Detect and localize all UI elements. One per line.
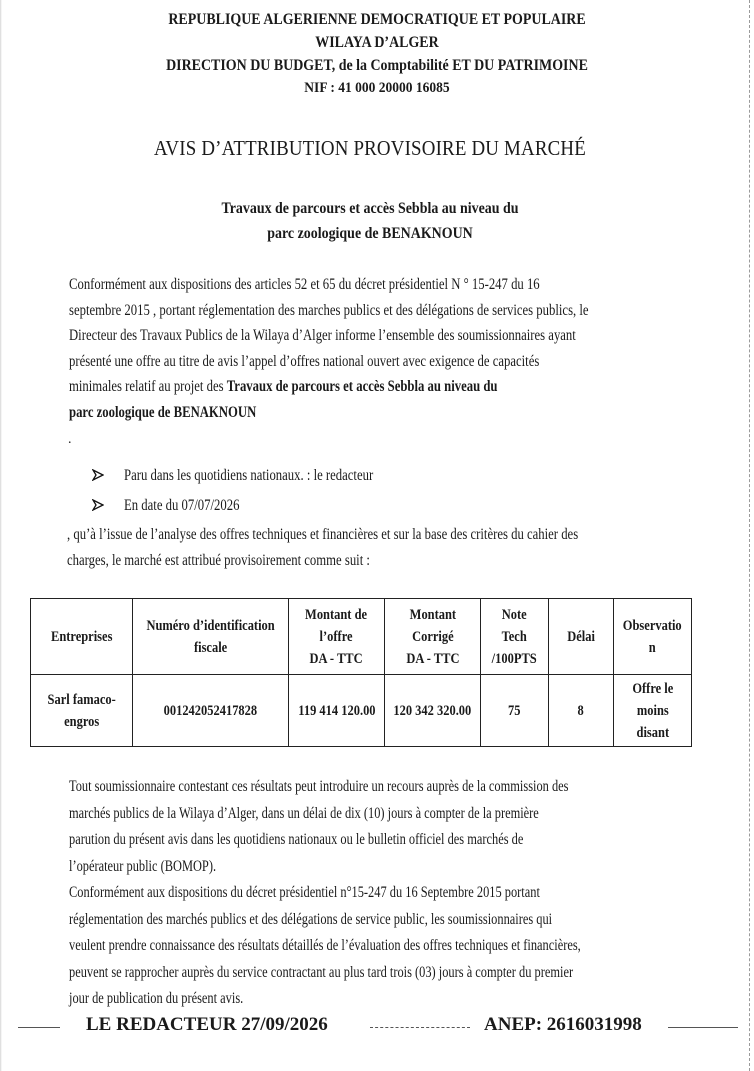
table-row (31, 675, 692, 747)
col-entreprises: Entreprises (31, 599, 133, 675)
footer-divider (18, 1027, 60, 1028)
intro-project-bold: parc zoologique de BENAKNOUN (69, 403, 257, 421)
col-montant-corrige: Montant Corrigé DA - TTC (385, 599, 481, 675)
footer-redacteur: LE REDACTEUR 27/09/2026 (86, 1014, 328, 1035)
col-montant-offre: Montant de l’offre DA - TTC (289, 599, 385, 675)
stray-dot: . (68, 432, 72, 447)
cell-delai: 8 (549, 675, 614, 747)
list-item-label: En date du 07/07/2026 (124, 497, 240, 514)
document-footer (0, 1010, 754, 1044)
closing-paragraph (69, 774, 669, 1013)
subject-line-2: parc zoologique de BENAKNOUN (267, 225, 473, 242)
closing-line: l’opérateur public (BOMOP). (69, 857, 217, 875)
subject-line-1: Travaux de parcours et accès Sebbla au niveau du (221, 200, 519, 217)
intro-line (69, 400, 577, 426)
intro-line (69, 374, 577, 400)
closing-line: parution du présent avis dans les quotidiens nationaux ou le bulletin officiel des marchés de (69, 831, 524, 848)
intro-project-bold: Travaux de parcours et accès Sebbla au niveau du (226, 378, 498, 395)
footer-divider (668, 1027, 738, 1028)
header-nif: NIF : 41 000 20000 16085 (304, 80, 450, 96)
attribution-line: charges, le marché est attribué provisoirement comme suit : (67, 551, 370, 569)
footer-anep: ANEP: 2616031998 (484, 1014, 642, 1035)
closing-line: jour de publication du présent avis. (69, 990, 244, 1007)
col-nif: Numéro d’identification fiscale (133, 599, 289, 675)
publication-list (92, 461, 428, 521)
list-item (92, 491, 428, 521)
arrow-bullet-icon (92, 469, 106, 484)
scan-edge-right (748, 0, 750, 1071)
attribution-paragraph (67, 522, 707, 573)
attribution-table (30, 598, 692, 747)
closing-line: Tout soumissionnaire contestant ces résultats peut introduire un recours auprès de la commission des (69, 778, 569, 795)
closing-line: veulent prendre connaissance des résultats détaillés de l’évaluation des offres techniques et financières, (69, 937, 581, 954)
col-observation: Observatio n (614, 599, 692, 675)
list-item-label: Paru dans les quotidiens nationaux. : le redacteur (124, 467, 374, 484)
header-wilaya: WILAYA D’ALGER (315, 34, 439, 51)
cell-nif: 001242052417828 (133, 675, 289, 747)
table-header-row (31, 599, 692, 675)
attribution-line: , qu’à l’issue de l’analyse des offres techniques et financières et sur la base des critères du cahier des (67, 526, 579, 543)
document-header (38, 8, 717, 100)
cell-observation: Offre le moins disant (614, 675, 692, 747)
closing-line: peuvent se rapprocher auprès du service contractant au plus tard trois (03) jours à compter du premier (69, 963, 574, 981)
footer-divider (370, 1027, 470, 1028)
cell-note: 75 (481, 675, 549, 747)
intro-text: minimales relatif au projet des (69, 378, 227, 395)
cell-entreprise: Sarl famaco- engros (31, 675, 133, 747)
cell-montant-offre: 119 414 120.00 (289, 675, 385, 747)
arrow-bullet-icon (92, 499, 106, 514)
intro-line: Conformément aux dispositions des articles 52 et 65 du décret présidentiel N ° 15-247 du 16 (69, 276, 540, 293)
page-title: AVIS D’ATTRIBUTION PROVISOIRE DU MARCHÉ (154, 136, 586, 160)
intro-line: septembre 2015 , portant réglementation des marches publics et des délégations de services publics, le (69, 301, 589, 319)
intro-line: présenté une offre au titre de avis l’appel d’offres national ouvert avec exigence de capacités (69, 352, 540, 370)
col-note-tech: Note Tech /100PTS (481, 599, 549, 675)
closing-line: Conformément aux dispositions du décret présidentiel n°15-247 du 16 Septembre 2015 portant (69, 884, 540, 901)
header-direction: DIRECTION DU BUDGET, de la Comptabilité ET DU PATRIMOINE (166, 57, 588, 74)
closing-line: réglementation des marchés publics et des délégations de service public, les soumissionnaires qui (69, 910, 553, 928)
list-item (92, 461, 428, 491)
closing-line: marchés publics de la Wilaya d’Alger, dans un délai de dix (10) jours à compter de la première (69, 804, 539, 822)
cell-montant-corrige: 120 342 320.00 (385, 675, 481, 747)
intro-line: Directeur des Travaux Publics de la Wilaya d’Alger informe l’ensemble des soumissionnaires ayant (69, 327, 576, 344)
header-republic: REPUBLIQUE ALGERIENNE DEMOCRATIQUE ET POPULAIRE (168, 11, 586, 28)
col-delai: Délai (549, 599, 614, 675)
intro-paragraph (69, 272, 689, 425)
project-subject (37, 196, 703, 246)
scan-shadow-left (0, 0, 2, 1071)
